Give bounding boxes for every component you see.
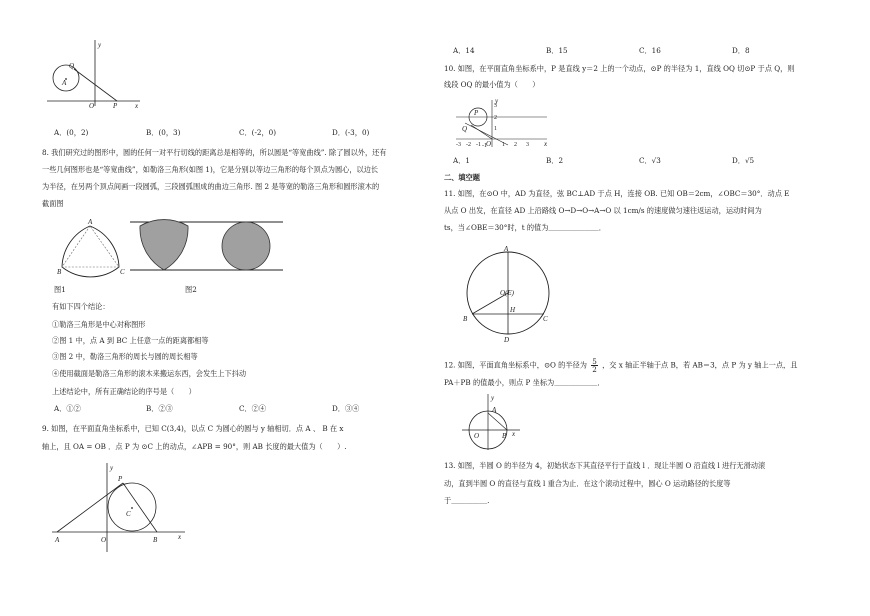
q10-x-label: x <box>544 140 548 148</box>
q7-figure <box>45 38 145 110</box>
q8-line-4: 截面图 <box>42 199 64 208</box>
q10-xtick-2: 2 <box>514 142 517 148</box>
q12-fraction <box>591 358 598 373</box>
q10-xtick-neg3: -3 <box>456 142 461 148</box>
q9-option-b: B．15 <box>546 46 568 55</box>
q7-option-b: B．(0，3) <box>146 128 181 137</box>
q7-q-label: Q <box>69 62 75 70</box>
q10-option-b: B．2 <box>546 156 564 165</box>
q12-frac-den: 2 <box>592 365 597 374</box>
q7-option-d: D．(-3，0) <box>332 128 370 137</box>
q12-line-1b: ，交 x 轴正半轴于点 B，若 AB＝3，点 P 为 y 轴上一点，且 <box>602 360 798 370</box>
q10-ytick-3: 3 <box>494 103 497 109</box>
q10-q-label: Q <box>462 125 468 133</box>
q9-option-c: C．16 <box>639 46 661 55</box>
q8-line-3: 为半径，在另两个顶点间画一段圆弧，三段圆弧围成的曲边三角形. 图 2 是等宽的勒洛三角形和圆形滚木的 <box>42 182 380 191</box>
q10-option-a: A．1 <box>453 156 470 165</box>
q8-conclusion-4: ④使用截面是勒洛三角形的滚木来搬运东西，会发生上下抖动 <box>52 369 247 378</box>
q12-o-label: O <box>474 432 480 440</box>
q9-line-1: 9. 如图，在平面直角坐标系中，已知 C(3,4)，以点 C 为圆心的圆与 y 轴相切．点 A 、 B 在 x <box>42 424 344 433</box>
q9-o-label: O <box>101 536 107 544</box>
q8-ask: 上述结论中，所有正确结论的序号是（ ） <box>52 387 196 396</box>
q10-line-1: 10. 如图，在平面直角坐标系中，P 是直线 y＝2 上的一个动点，⊙P 的半径为 1，直线 OQ 切⊙P 于点 Q，则 <box>444 64 795 73</box>
q7-p-label: P <box>113 102 118 110</box>
q9-option-a: A．14 <box>453 46 475 55</box>
section-2-heading: 二、填空题 <box>444 173 480 182</box>
q10-xtick-3: 3 <box>526 142 529 148</box>
q11-line-2: 从点 O 出发，在直径 AD 上沿路线 O→D→O→A→O 以 1cm/s 的速度做匀速往返运动，运动时间为 <box>444 206 762 215</box>
q8-fig1-caption: 图1 <box>54 285 66 294</box>
q7-option-c: C．(-2，0) <box>239 128 277 137</box>
q10-ytick-2: 2 <box>494 115 497 121</box>
q11-h-label: H <box>510 306 516 314</box>
q7-x-label: x <box>135 102 139 110</box>
q12-frac-num: 5 <box>592 357 597 366</box>
q10-ytick-neg1: -1 <box>482 143 487 149</box>
q8-option-a: A．①② <box>54 404 81 413</box>
q10-xtick-1: 1 <box>502 142 505 148</box>
q13-line-1: 13. 如图，半圆 O 的半径为 4，初始状态下其直径平行于直线 l ．现让半圆 O 沿直线 l 进行无滑动滚 <box>444 461 766 470</box>
q8-figure-1 <box>55 220 130 280</box>
q12-b-label: B <box>502 432 507 440</box>
q11-figure <box>460 243 560 343</box>
q8-conclusion-2: ②图 1 中，点 A 到 BC 上任意一点的距离都相等 <box>52 336 209 345</box>
q8-conclusion-1: ①勒洛三角形是中心对称图形 <box>52 320 146 329</box>
q8-fig2-caption: 图2 <box>185 285 197 294</box>
q12-x-label: x <box>512 430 516 438</box>
q8-option-c: C．②④ <box>239 404 267 413</box>
q10-xtick-neg2: -2 <box>466 142 471 148</box>
q8-option-d: D．③④ <box>332 404 360 413</box>
q10-option-d: D．√5 <box>732 156 755 165</box>
q8-fig1-b-label: B <box>57 268 62 276</box>
q9-c-label: C <box>126 510 131 518</box>
q11-oe-label: O(E) <box>500 289 514 297</box>
q7-y-label: y <box>98 41 102 49</box>
q7-a-label: A <box>62 79 67 87</box>
q12-line-2: PA＋PB 的值最小，则点 P 坐标为＿＿＿＿＿＿． <box>444 378 605 387</box>
q10-figure <box>452 97 552 149</box>
q11-line-1: 11. 如图，在⊙O 中，AD 为直径，弦 BC⊥AD 于点 H，连接 OB. 已知 OB＝2cm，∠OBC＝30°．动点 E <box>444 189 790 198</box>
q11-b-label: B <box>463 315 468 323</box>
q11-a-label: A <box>504 245 509 253</box>
q9-y-label: y <box>110 464 114 472</box>
q10-o-label: O <box>486 140 492 148</box>
q10-line-2: 线段 OQ 的最小值为（ ） <box>444 80 540 89</box>
q13-line-2: 动，直到半圆 O 的直径与直线 l 重合为止．在这个滚动过程中，圆心 O 运动路径的长度等 <box>444 479 731 488</box>
q11-d-label: D <box>504 336 510 344</box>
q11-c-label: C <box>543 315 548 323</box>
q12-figure <box>460 392 525 452</box>
q12-y-label: y <box>491 394 495 402</box>
q9-x-label: x <box>178 533 182 541</box>
q10-option-c: C．√3 <box>639 156 661 165</box>
q12-a-label: A <box>492 406 497 414</box>
q8-option-b: B．②③ <box>146 404 173 413</box>
q12-line-1 <box>444 358 797 373</box>
q10-ytick-1: 1 <box>494 126 497 132</box>
q9-line-2: 轴上，且 OA = OB ．点 P 为 ⊙C 上的动点，∠APB = 90°，则 AB 长度的最大值为（ ）. <box>42 442 347 451</box>
q7-o-label: O <box>89 102 95 110</box>
q8-intro: 有如下四个结论： <box>52 302 110 311</box>
q12-line-1a: 12. 如图，平面直角坐标系中，⊙O 的半径为 <box>444 360 587 370</box>
q9-p-label: P <box>118 475 123 483</box>
q8-fig1-c-label: C <box>120 268 125 276</box>
q7-option-a: A．(0，2) <box>54 128 89 137</box>
q8-line-1: 8. 我们研究过的图形中，圆的任何一对平行切线的距离总是相等的，所以圆是“等宽曲线”. 除了圆以外，还有 <box>42 148 387 157</box>
q10-y-label: y <box>495 97 499 105</box>
q9-a-label: A <box>55 536 60 544</box>
q9-option-d: D．8 <box>732 46 750 55</box>
q11-line-3: ts，当∠OBE＝30°时，t 的值为＿＿＿＿＿＿＿． <box>444 223 606 232</box>
q13-line-3: 于＿＿＿＿＿. <box>444 496 490 505</box>
q8-fig1-a-label: A <box>88 218 93 226</box>
q9-figure <box>50 460 190 555</box>
q8-conclusion-3: ③图 2 中，勒洛三角形的周长与圆的周长相等 <box>52 352 198 361</box>
q10-p-label: P <box>474 109 479 117</box>
q10-xtick-neg1: -1 <box>476 142 481 148</box>
q8-line-2: 一些几何图形也是“等宽曲线”，如勒洛三角形(如图 1)，它是分别以等边三角形的每个顶点为圆心，以边长 <box>42 165 379 174</box>
q9-b-label: B <box>153 536 158 544</box>
q8-figure-2 <box>128 218 288 274</box>
